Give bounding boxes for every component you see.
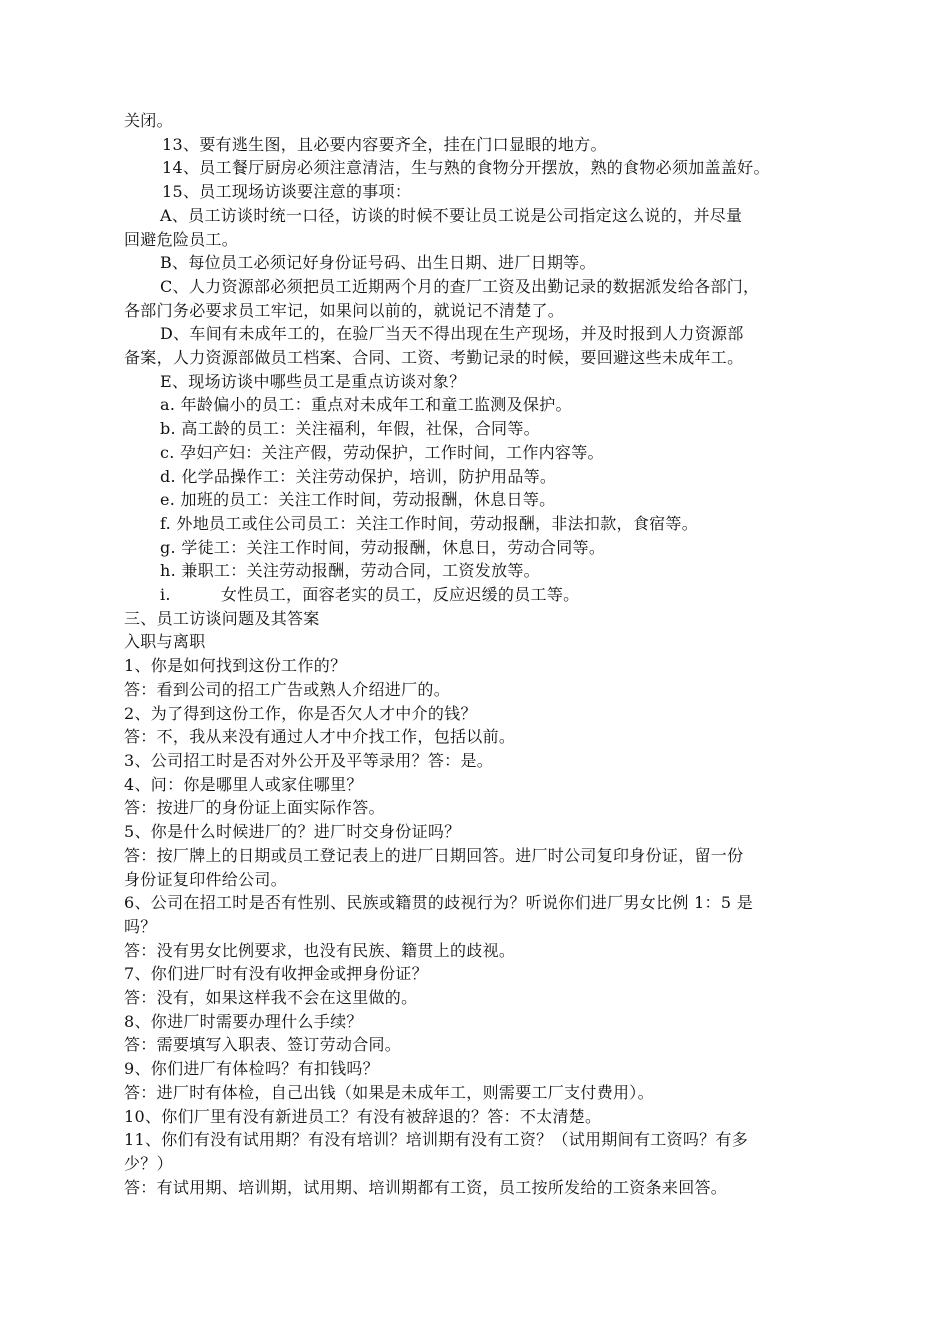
- document-body: [124, 109, 864, 1199]
- question-1: 1、你是如何找到这份工作的？: [124, 656, 347, 676]
- text-line: 回避危险员工。: [124, 229, 239, 249]
- question-11: 11、你们有没有试用期？有没有培训？培训期有没有工资？（试用期间有工资吗？有多: [124, 1130, 749, 1150]
- item-14: 14、员工餐厅厨房必须注意清洁，生与熟的食物分开摆放，熟的食物必须加盖盖好。: [162, 158, 770, 178]
- question-5: 5、你是什么时候进厂的？进厂时交身份证吗？: [124, 822, 461, 842]
- sub-item-b: B、每位员工必须记好身份证号码、出生日期、进厂日期等。: [160, 253, 596, 273]
- sub-item-c: C、人力资源部必须把员工近期两个月的查厂工资及出勤记录的数据派发给各部门，: [160, 276, 760, 296]
- text-line: 各部门务必要求员工牢记，如果问以前的，就说记不清楚了。: [124, 300, 565, 320]
- question-6-cont: 吗？: [124, 916, 157, 936]
- answer-7: 答：没有，如果这样我不会在这里做的。: [124, 988, 418, 1008]
- item-15: 15、员工现场访谈要注意的事项：: [162, 182, 412, 202]
- question-4: 4、问：你是哪里人或家住哪里？: [124, 774, 363, 794]
- sub-item-e: E、现场访谈中哪些员工是重点访谈对象？: [160, 371, 466, 391]
- answer-8: 答：需要填写入职表、签订劳动合同。: [124, 1035, 402, 1055]
- list-item-b: b. 高工龄的员工：关注福利，年假，社保，合同等。: [160, 419, 540, 439]
- answer-5-cont: 身份证复印件给公司。: [124, 869, 288, 889]
- question-10: 10、你们厂里有没有新进员工？有没有被辞退的？答：不太清楚。: [124, 1106, 602, 1126]
- answer-11: 答：有试用期、培训期，试用期、培训期都有工资，员工按所发给的工资条来回答。: [124, 1177, 728, 1197]
- question-2: 2、为了得到这份工作，你是否欠人才中介的钱？: [124, 703, 477, 723]
- question-6: 6、公司在招工时是否有性别、民族或籍贯的歧视行为？听说你们进厂男女比例 1：5 是: [124, 893, 754, 913]
- list-item-d: d. 化学品操作工：关注劳动保护，培训，防护用品等。: [160, 466, 557, 486]
- list-item-a: a. 年龄偏小的员工：重点对未成年工和童工监测及保护。: [160, 395, 572, 415]
- text-line: 备案，人力资源部做员工档案、合同、工资、考勤记录的时候，要回避这些未成年工。: [124, 348, 744, 368]
- question-11-cont: 少？）: [124, 1153, 173, 1173]
- sub-item-d: D、车间有未成年工的，在验厂当天不得出现在生产现场，并及时报到人力资源部: [160, 324, 744, 344]
- answer-4: 答：按进厂的身份证上面实际作答。: [124, 798, 385, 818]
- list-item-f: f. 外地员工或住公司员工：关注工作时间，劳动报酬，非法扣款，食宿等。: [160, 513, 699, 533]
- subsection-heading: 入职与离职: [124, 632, 206, 652]
- answer-9: 答：进厂时有体检，自己出钱（如果是未成年工，则需要工厂支付费用）。: [124, 1082, 654, 1102]
- list-item-h: h. 兼职工：关注劳动报酬，劳动合同，工资发放等。: [160, 561, 540, 581]
- answer-5: 答：按厂牌上的日期或员工登记表上的进厂日期回答。进厂时公司复印身份证，留一份: [124, 845, 744, 865]
- item-13: 13、要有逃生图，且必要内容要齐全，挂在门口显眼的地方。: [162, 134, 607, 154]
- text-line: 关闭。: [124, 111, 173, 130]
- list-item-e: e. 加班的员工：关注工作时间，劳动报酬，休息日等。: [160, 490, 556, 510]
- answer-1: 答：看到公司的招工广告或熟人介绍进厂的。: [124, 679, 451, 699]
- answer-6: 答：没有男女比例要求，也没有民族、籍贯上的歧视。: [124, 940, 516, 960]
- answer-2: 答：不，我从来没有通过人才中介找工作，包括以前。: [124, 727, 516, 747]
- list-item-g: g. 学徒工：关注工作时间，劳动报酬，休息日，劳动合同等。: [160, 537, 606, 557]
- sub-item-a: A、员工访谈时统一口径，访谈的时候不要让员工说是公司指定这么说的，并尽量: [160, 205, 743, 225]
- section-heading: 三、员工访谈问题及其答案: [124, 608, 320, 628]
- question-8: 8、你进厂时需要办理什么手续？: [124, 1011, 363, 1031]
- list-text-i: 女性员工，面容老实的员工，反应迟缓的员工等。: [220, 585, 580, 605]
- question-7: 7、你们进厂时有没有收押金或押身份证？: [124, 964, 428, 984]
- question-3: 3、公司招工时是否对外公开及平等录用？答：是。: [124, 750, 494, 770]
- question-9: 9、你们进厂有体检吗？有扣钱吗？: [124, 1059, 379, 1079]
- list-item-c: c. 孕妇产妇：关注产假，劳动保护，工作时间，工作内容等。: [160, 442, 604, 462]
- list-item-i: [124, 583, 864, 607]
- list-marker-i: i.: [160, 585, 171, 605]
